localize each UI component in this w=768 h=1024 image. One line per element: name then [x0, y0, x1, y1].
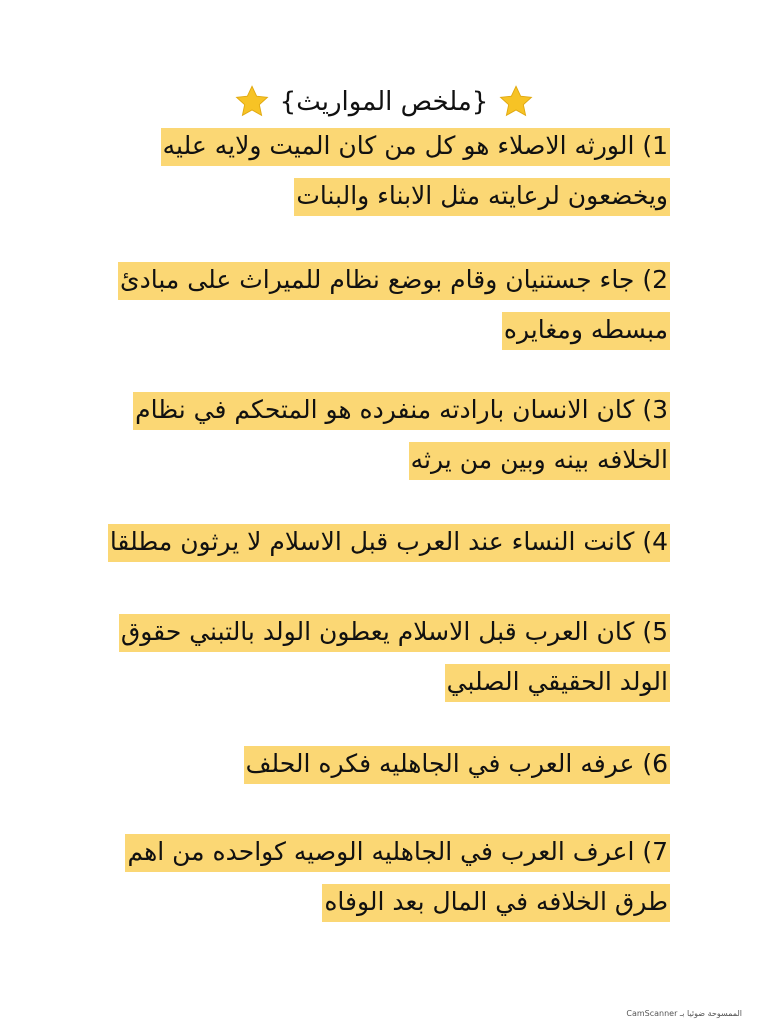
item-line: 5) كان العرب قبل الاسلام يعطون الولد بالتبني حقوق: [119, 614, 670, 652]
scanner-watermark: الممسوحة ضوئيا بـ CamScanner: [626, 1009, 742, 1018]
item-line: مبسطه ومغايره: [502, 312, 670, 350]
summary-item-6: [90, 746, 670, 796]
item-line: طرق الخلافه في المال بعد الوفاه: [322, 884, 670, 922]
star-icon: [234, 84, 270, 120]
summary-item-5: [90, 614, 670, 714]
item-line: 4) كانت النساء عند العرب قبل الاسلام لا يرثون مطلقا: [108, 524, 670, 562]
item-line: 7) اعرف العرب في الجاهليه الوصيه كواحده من اهم: [125, 834, 670, 872]
summary-item-1: [90, 128, 670, 228]
summary-item-2: [90, 262, 670, 362]
star-icon: [498, 84, 534, 120]
document-header: [0, 80, 768, 124]
summary-item-7: [90, 834, 670, 934]
summary-item-3: [90, 392, 670, 492]
page-title: {ملخص المواريث}: [279, 87, 489, 117]
item-line: 6) عرفه العرب في الجاهليه فكره الحلف: [244, 746, 670, 784]
item-line: 1) الورثه الاصلاء هو كل من كان الميت ولايه عليه: [161, 128, 670, 166]
summary-item-4: [90, 524, 670, 574]
item-line: الولد الحقيقي الصلبي: [445, 664, 670, 702]
item-line: 2) جاء جستنيان وقام بوضع نظام للميراث على مبادئ: [118, 262, 670, 300]
item-line: الخلافه بينه وبين من يرثه: [409, 442, 670, 480]
item-line: 3) كان الانسان بارادته منفرده هو المتحكم في نظام: [133, 392, 670, 430]
item-line: ويخضعون لرعايته مثل الابناء والبنات: [294, 178, 670, 216]
